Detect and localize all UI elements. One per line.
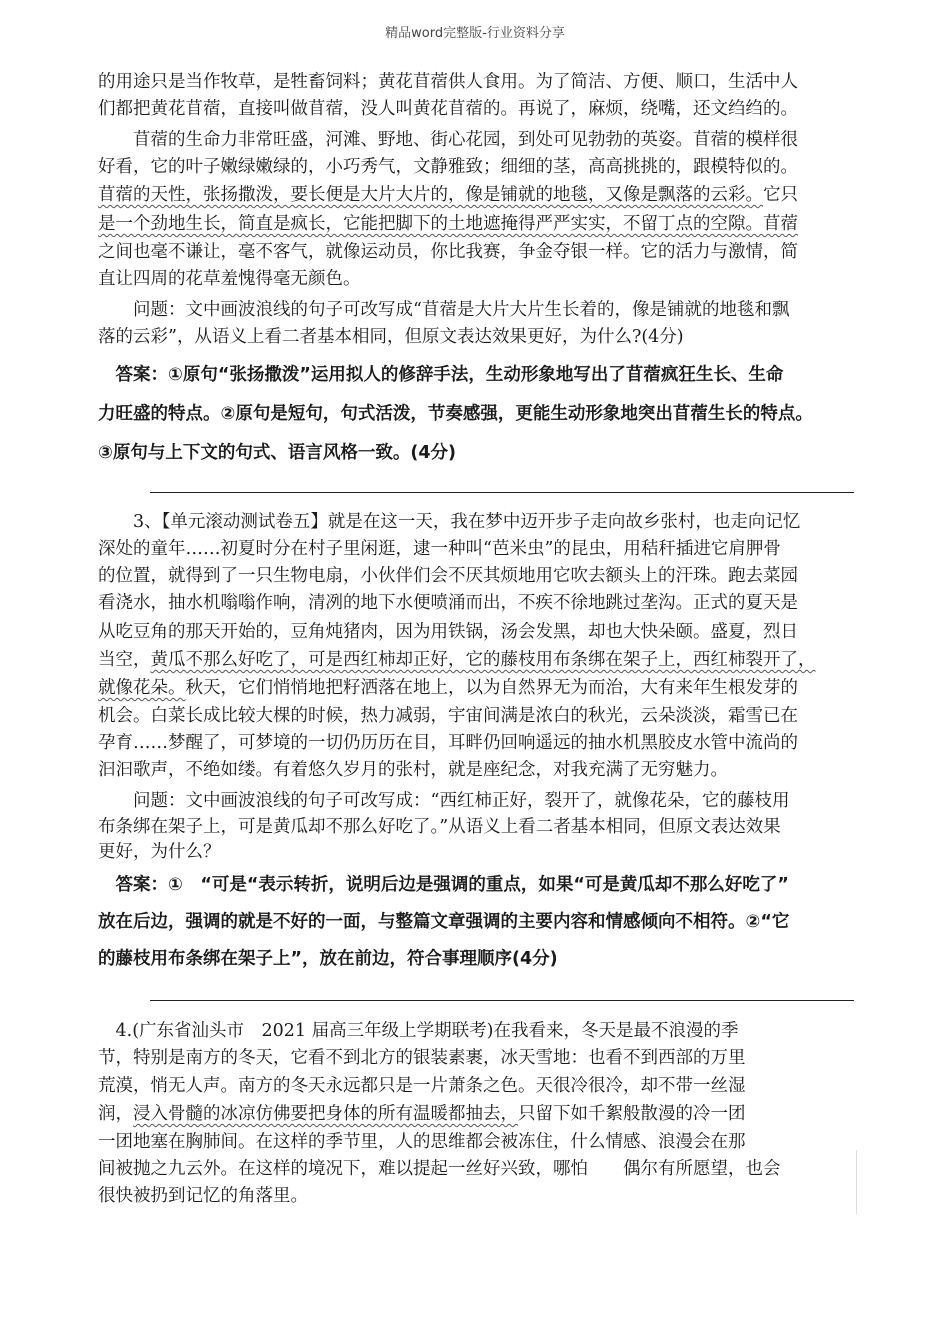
answer-line: ③原句与上下文的句式、语言风格一致。(4分) <box>98 443 456 463</box>
passage-line: 机会。白菜长成比较大棵的时候，热力减弱，宇宙间满是浓白的秋光，云朵淡淡，霜雪已在 <box>98 706 798 726</box>
passage-line: 汩汩歌声，不绝如缕。有着悠久岁月的张村，就是座纪念，对我充满了无穷魅力。 <box>98 760 728 780</box>
question-line: 问题：文中画波浪线的句子可改写成：“西红柿正好，裂开了，就像花朵，它的藤枝用 <box>98 791 790 811</box>
passage-line: 的位置，就得到了一只生物电扇，小伙伴们会不厌其烦地用它吹去额头上的汗珠。跑去菜园 <box>98 566 798 586</box>
question-line: 布条绑在架子上，可是黄瓜却不那么好吃了。”从语义上看二者基本相同，但原文表达效果 <box>98 817 781 837</box>
margin-line <box>856 1150 857 1214</box>
passage-line: 直让四周的花草羞愧得毫无颜色。 <box>98 269 361 289</box>
wavy-sentence-cont: 是一个劲地生长，简直是疯长，它能把脚下的土地遮掩得严严实实，不留丁点的空隙。苜蓿 <box>98 214 798 234</box>
passage-line-wavy <box>98 648 816 672</box>
passage-text: 润， <box>98 1104 133 1124</box>
passage-line: 看浇水，抽水机嗡嗡作响，清冽的地下水便喷涌而出，不疾不徐地跳过垄沟。正式的夏天是 <box>98 593 798 613</box>
wavy-sentence: 浸入骨髓的冰凉仿佛要把身体的所有温暖都抽去， <box>133 1104 518 1124</box>
passage-line: 之间也毫不谦让，毫不客气，就像运动员，你比我赛，争金夺银一样。它的活力与激情，简 <box>98 242 798 262</box>
passage-line: 好看，它的叶子嫩绿嫩绿的，小巧秀气，文静雅致；细细的茎，高高挑挑的，跟模特似的。 <box>98 157 798 177</box>
answer-line: 答案：①原句“张扬撒泼”运用拟人的修辞手法，生动形象地写出了苜蓿疯狂生长、生命 <box>98 365 784 385</box>
passage-line-wavy <box>98 676 798 700</box>
passage-line <box>98 212 798 236</box>
question-line: 落的云彩”，从语义上看二者基本相同，但原文表达效果更好，为什么?(4分) <box>98 327 684 347</box>
wavy-sentence-cont: 就像花朵。 <box>98 678 186 698</box>
passage-line: 苜蓿的生命力非常旺盛，河滩、野地、街心花园，到处可见勃勃的英姿。苜蓿的模样很 <box>98 130 798 150</box>
passage-line: 节，特别是南方的冬天，它看不到北方的银装素裹，冰天雪地：也看不到西部的万里 <box>98 1048 746 1068</box>
wavy-sentence: 苜蓿的天性，张扬撒泼，要长便是大片大片的，像是铺就的地毯，又像是飘落的云彩。 <box>98 185 763 205</box>
passage-line: 一团地塞在胸肺间。在这样的季节里，人的思维都会被冻住，什么情感、浪漫会在那 <box>98 1132 746 1152</box>
passage-line: 深处的童年……初夏时分在村子里闲逛，逮一种叫“芭米虫”的昆虫，用秸秆插进它肩胛骨 <box>98 539 781 559</box>
passage-line: 从吃豆角的那天开始的，豆角炖猪肉，因为用铁锅，汤会发黑，却也大快朵颐。盛夏，烈日 <box>98 622 798 642</box>
passage-line: 间被抛之九云外。在这样的境况下，难以提起一丝好兴致，哪怕 偶尔有所愿望，也会 <box>98 1159 781 1179</box>
question-line: 更好，为什么？ <box>98 842 221 862</box>
passage-line: 们都把黄花苜蓿，直接叫做苜蓿，没人叫黄花苜蓿的。再说了，麻烦，绕嘴，还文绉绉的。 <box>98 99 798 119</box>
passage-text: 当空， <box>98 650 151 670</box>
answer-line: 力旺盛的特点。②原句是短句，句式活泼，节奏感强，更能生动形象地突出苜蓿生长的特点。 <box>98 404 813 424</box>
passage-text: 只留下如千絮般散漫的冷一团 <box>518 1104 746 1124</box>
passage-line: 很快被扔到记忆的角落里。 <box>98 1186 308 1206</box>
passage-line-wavy <box>98 183 798 207</box>
passage-line-wavy <box>98 1102 746 1126</box>
wavy-sentence: 黄瓜不那么好吃了，可是西红柿却正好，它的藤枝用布条绑在架子上，西红柿裂开了， <box>150 650 816 670</box>
question-line: 问题：文中画波浪线的句子可改写成“苜蓿是大片大片生长着的，像是铺就的地毯和飘 <box>98 300 790 320</box>
passage-line: 荒漠，悄无人声。南方的冬天永远都只是一片萧条之色。天很冷很冷，却不带一丝湿 <box>98 1076 746 1096</box>
passage-line: 孕育……梦醒了，可梦境的一切仍历历在目，耳畔仍回响遥远的抽水机黑胶皮水管中流尚的 <box>98 733 798 753</box>
passage-text: 它只 <box>763 185 798 205</box>
divider <box>150 492 854 493</box>
answer-line: 的藤枝用布条绑在架子上”，放在前边，符合事理顺序(4分) <box>98 949 558 969</box>
answer-line: 放在后边，强调的就是不好的一面，与整篇文章强调的主要内容和情感倾向不相符。②“它 <box>98 912 790 932</box>
passage-line: 4.(广东省汕头市 2021 届高三年级上学期联考)在我看来，冬天是最不浪漫的季 <box>98 1021 739 1041</box>
passage-line: 的用途只是当作牧草，是牲畜饲料；黄花苜蓿供人食用。为了简洁、方便、顺口，生活中人 <box>98 72 798 92</box>
page-header: 精品word完整版-行业资料分享 <box>385 26 565 41</box>
passage-line: 3、【单元滚动测试卷五】就是在这一天，我在梦中迈开步子走向故乡张村，也走向记忆 <box>98 512 801 532</box>
answer-line: 答案：① “可是“表示转折，说明后边是强调的重点，如果“可是黄瓜却不那么好吃了” <box>98 875 789 895</box>
divider <box>150 1000 854 1001</box>
passage-text: 秋天，它们悄悄地把籽洒落在地上，以为自然界无为而治，大有来年生根发芽的 <box>185 678 798 698</box>
